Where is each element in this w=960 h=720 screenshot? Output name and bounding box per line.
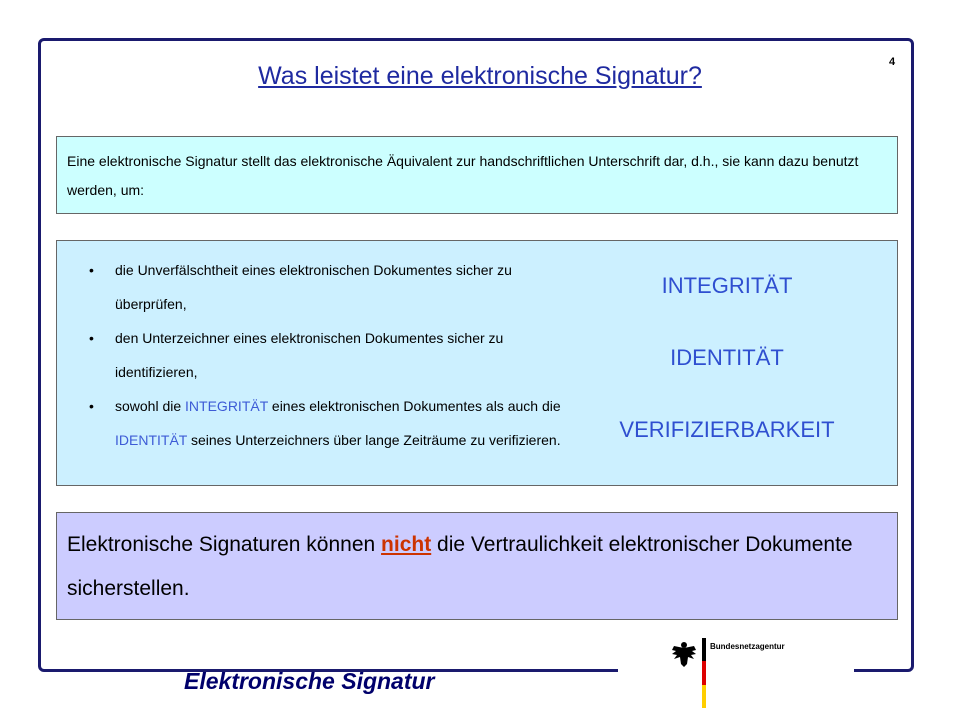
list-item (89, 253, 579, 321)
confidentiality-note (56, 512, 898, 620)
flag-stripes (702, 638, 706, 708)
list-item-text-part: sowohl die (115, 398, 186, 414)
note-emphasis: nicht (381, 533, 432, 556)
page-number: 4 (889, 56, 896, 68)
term-identity: IDENTITÄT (670, 345, 784, 370)
bullet-marker: • (89, 262, 94, 278)
term-verifiability: VERIFIZIERBARKEIT (619, 417, 835, 442)
purpose-box (56, 240, 898, 486)
highlight-integrity: INTEGRITÄT (185, 398, 269, 414)
list-item-text-part: seines Unterzeichners über lange Zeiträume zu verifizieren. (187, 432, 561, 448)
highlight-identity: IDENTITÄT (115, 432, 188, 448)
logo-text: Bundesnetzagentur (710, 642, 785, 651)
purpose-list (89, 253, 579, 457)
list-item (89, 321, 579, 389)
footer-title: Elektronische Signatur (184, 668, 435, 694)
eagle-icon (670, 640, 698, 670)
bundesnetzagentur-logo (670, 638, 870, 708)
term-integrity: INTEGRITÄT (661, 273, 793, 298)
bullet-marker: • (89, 398, 94, 414)
note-text-part: Elektronische Signaturen können (67, 533, 382, 556)
list-item (89, 389, 579, 457)
note-text-part: die Vertraulichkeit elektronischer Dokumente sicherstellen. (67, 533, 853, 600)
bullet-marker: • (89, 330, 94, 346)
intro-text: Eine elektronische Signatur stellt das elektronische Äquivalent zur handschriftlichen Unterschrift dar, d.h., sie kann dazu benutzt werden, um: (67, 153, 859, 198)
list-item-text: den Unterzeichner eines elektronischen Dokumentes sicher zu identifizieren, (115, 330, 504, 380)
list-item-text-part: eines elektronischen Dokumentes als auch die (268, 398, 561, 414)
slide-title: Was leistet eine elektronische Signatur? (258, 62, 702, 90)
list-item-text: die Unverfälschtheit eines elektronischen Dokumentes sicher zu überprüfen, (115, 262, 512, 312)
intro-box (56, 136, 898, 214)
